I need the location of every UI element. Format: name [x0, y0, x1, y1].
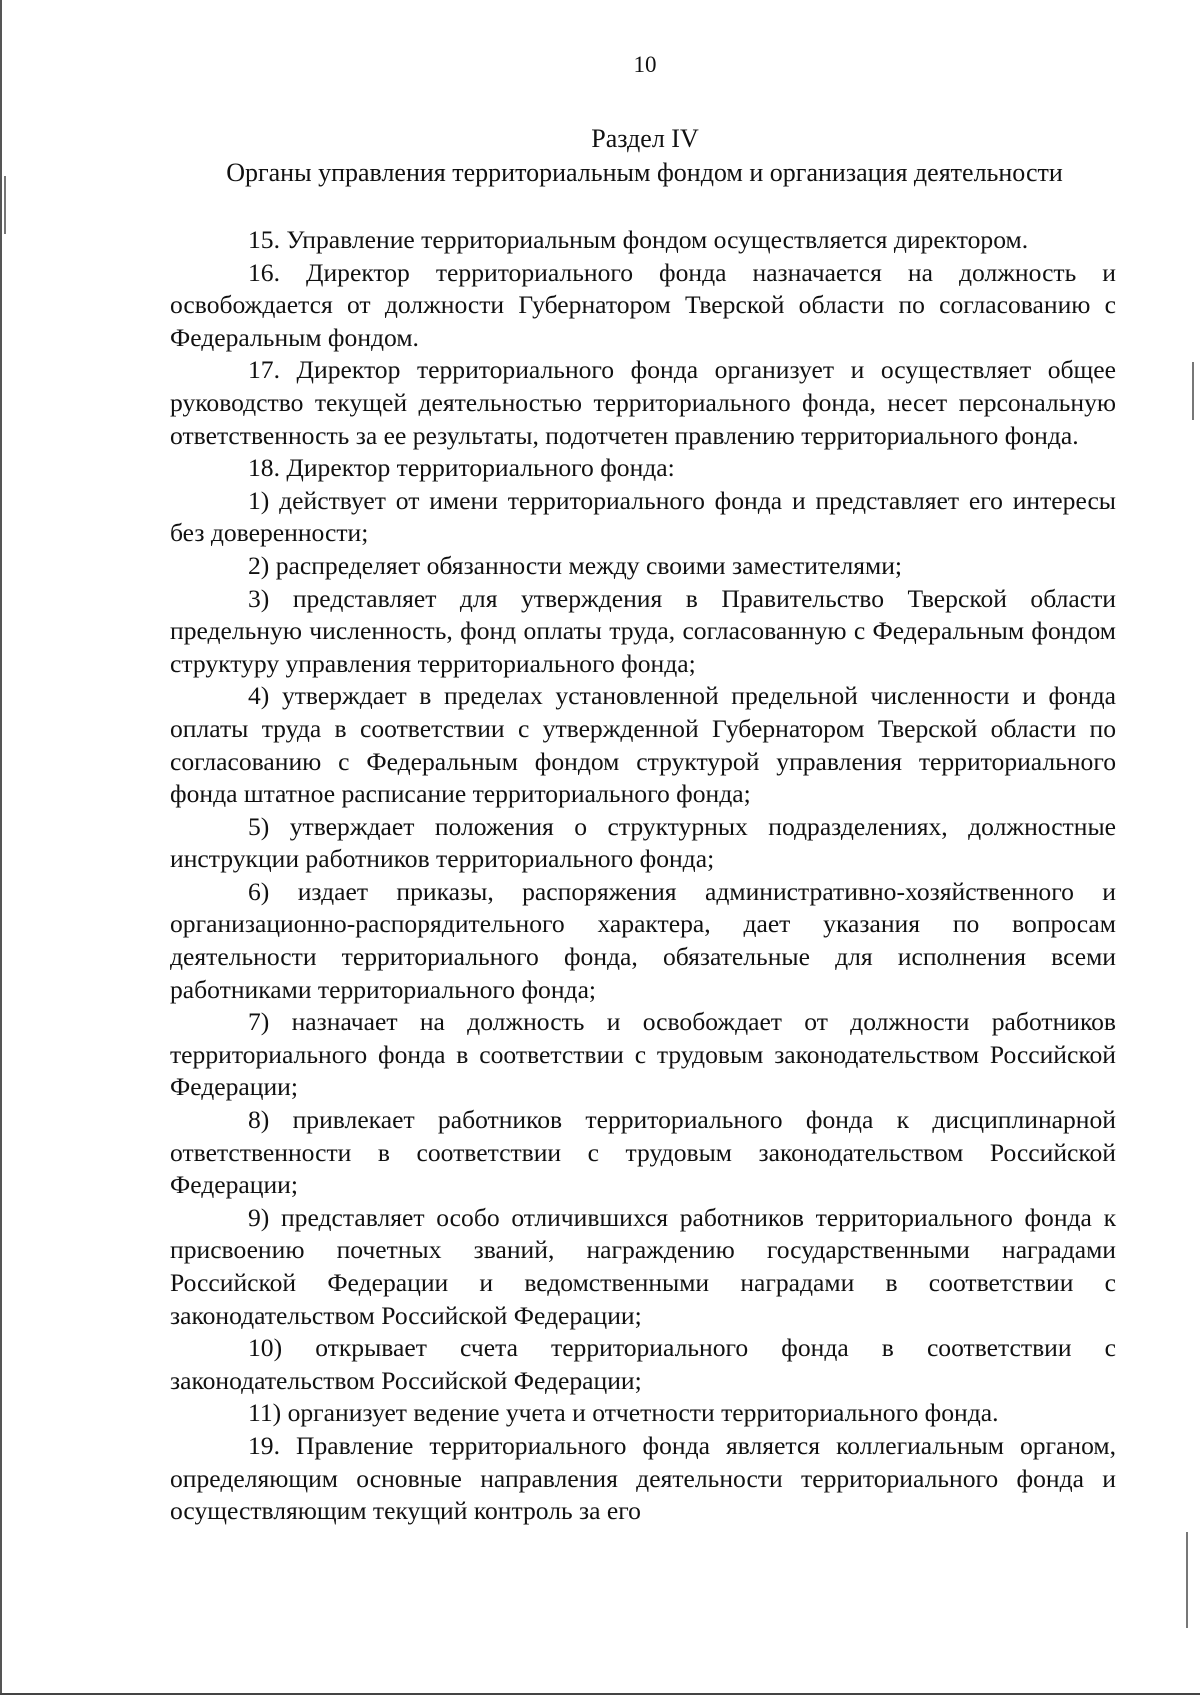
list-item-9: 9) представляет особо отличившихся работников территориального фонда к присвоению почетных званий, награждению государственными наградами Российской Федерации и ведомственными наградами в соответствии с законодательством Российской Федерации;: [170, 1202, 1116, 1330]
section-subtitle: Органы управления территориальным фондом и организация деятельности: [226, 158, 1063, 187]
paragraph-18: 18. Директор территориального фонда:: [248, 453, 675, 483]
list-item-10: 10) открывает счета территориального фонда в соответствии с законодательством Российской Федерации;: [170, 1333, 1116, 1395]
list-item-5: 5) утверждает положения о структурных подразделениях, должностные инструкции работников территориального фонда;: [170, 811, 1116, 874]
list-item-6: 6) издает приказы, распоряжения административно-хозяйственного и организационно-распорядительного характера, дает указания по вопросам деятельности территориального фонда, обязательные для исполнения всеми работниками территориального фонда;: [170, 876, 1116, 1004]
list-item-2: 2) распределяет обязанности между своими заместителями;: [248, 550, 903, 580]
scan-mark: [1186, 1532, 1188, 1628]
section-title: Раздел IV: [591, 124, 699, 153]
list-item-7: 7) назначает на должность и освобождает от должности работников территориального фонда в соответствии с трудовым законодательством Российской Федерации;: [170, 1007, 1116, 1102]
paragraph-19: 19. Правление территориального фонда является коллегиальным органом, определяющим основные направления деятельности территориального фонда и осуществляющим текущий контроль за его: [170, 1430, 1116, 1526]
page-number: 10: [633, 52, 657, 77]
list-item-4: 4) утверждает в пределах установленной предельной численности и фонда оплаты труда в соответствии с утвержденной Губернатором Тверской области по согласованию с Федеральным фондом структурой управления территориального фонда штатное расписание территориального фонда;: [170, 681, 1116, 809]
paragraph-15: 15. Управление территориальным фондом осуществляется директором.: [248, 225, 1029, 254]
list-item-8: 8) привлекает работников территориального фонда к дисциплинарной ответственности в соответствии с трудовым законодательством Российской Федерации;: [170, 1105, 1116, 1200]
paragraph-16: 16. Директор территориального фонда назначается на должность и освобождается от должности Губернатором Тверской области по согласованию с Федеральным фондом.: [170, 257, 1116, 352]
paragraph-17: 17. Директор территориального фонда организует и осуществляет общее руководство текущей деятельностью территориального фонда, несет персональную ответственность за ее результаты, подотчетен правлению территориального фонда.: [170, 355, 1116, 450]
list-item-1: 1) действует от имени территориального фонда и представляет его интересы без доверенности;: [170, 485, 1116, 548]
list-item-3: 3) представляет для утверждения в Правительство Тверской области предельную численность, фонд оплаты труда, согласованную с Федеральным фондом структуру управления территориального фонда;: [170, 583, 1116, 678]
list-item-11: 11) организует ведение учета и отчетности территориального фонда.: [248, 1398, 999, 1428]
scan-mark: [1192, 362, 1194, 420]
scan-edge-left: [0, 0, 2, 1695]
scan-mark: [4, 176, 6, 234]
document-body: [170, 224, 1116, 1528]
